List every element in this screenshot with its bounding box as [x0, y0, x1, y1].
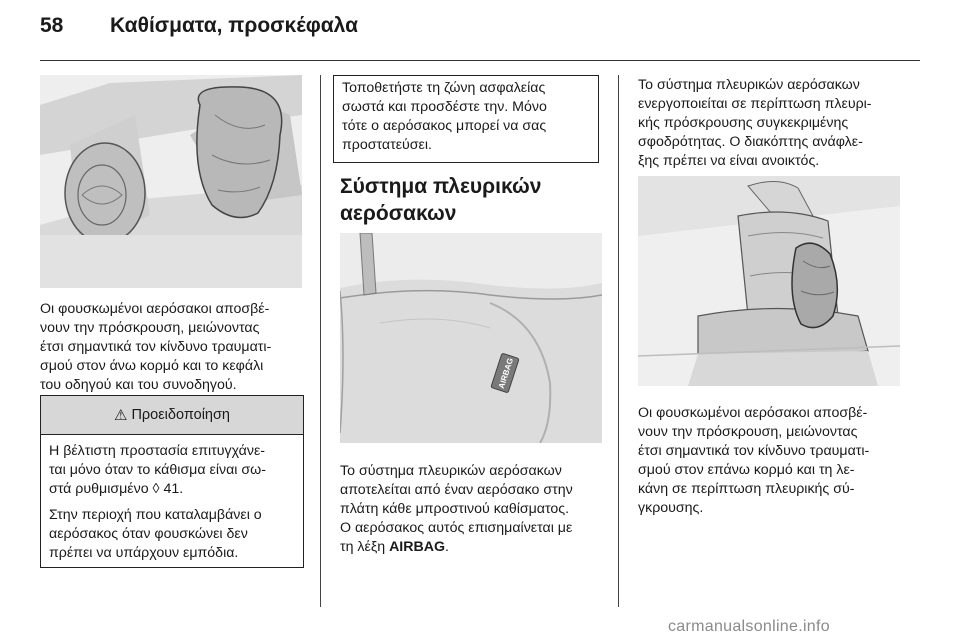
warning-box [40, 395, 304, 568]
warning-triangle-icon: ⚠ [113, 407, 128, 424]
warning-title: Προειδοποίηση [131, 407, 230, 423]
warning-paragraph-1: Η βέλτιστη προστασία επιτυγχάνε‐ ται μόνο όταν το κάθισμα είναι σω‐ στά ρυθμισμένο ◊ 41. [49, 443, 266, 497]
col3-text-bottom: Οι φουσκωμένοι αερόσακοι αποσβέ‐ νουν την πρόσκρουση, μειώνοντας έτσι σημαντικά τον κίνδυνο τραυματι‐ σμού στον επάνω κορμό και τη λε‐ κάνη σε περίπτωση πλευρικής σύ‐ γκρουσης. [638, 405, 870, 516]
warning-paragraph-2: Στην περιοχή που καταλαμβάνει ο αερόσακος όταν φουσκώνει δεν πρέπει να υπάρχουν εμπόδια. [49, 507, 262, 561]
airbag-word: AIRBAG [389, 539, 446, 555]
col1-text: Οι φουσκωμένοι αερόσακοι αποσβέ‐ νουν την πρόσκρουση, μειώνοντας έτσι σημαντικά τον κίνδυνο τραυματι‐ σμού στον άνω κορμό και το κεφάλι του οδηγού και του συνοδηγού. [40, 301, 272, 393]
warning-header [41, 395, 303, 435]
column-divider-1 [320, 75, 321, 607]
header-rule [40, 60, 920, 61]
front-airbags-figure [40, 75, 302, 288]
seat-airbag-label-figure [340, 233, 602, 443]
side-airbag-figure [638, 176, 900, 386]
page-number: 58 [40, 14, 64, 37]
airbag-label-text: AIRBAG [496, 356, 516, 390]
side-airbag-illustration [638, 176, 900, 386]
col3-text-top: Το σύστημα πλευρικών αερόσακων ενεργοποιείται σε περίπτωση πλευρι‐ κής πρόσκρουσης συγκεκριμένης σφοδρότητας. Ο διακόπτης ανάφλε‐ ξης πρέπει να είναι ανοικτός. [638, 77, 872, 169]
page-reference-icon: ◊ [152, 481, 160, 497]
section-heading: Σύστημα πλευρικών αερόσακων [340, 175, 542, 225]
watermark: carmanualsonline.info [668, 618, 830, 635]
seatbelt-notice-box: Τοποθετήστε τη ζώνη ασφαλείας σωστά και προσδέστε την. Μόνο τότε ο αερόσακος μπορεί να σας προστατεύσει. [333, 75, 599, 163]
front-airbags-illustration [40, 75, 302, 288]
seat-airbag-label-illustration [340, 233, 602, 443]
column-divider-2 [618, 75, 619, 607]
page-title: Καθίσματα, προσκέφαλα [110, 14, 358, 37]
col2-text: Το σύστημα πλευρικών αερόσακων αποτελείται από έναν αερόσακο στην πλάτη κάθε μπροστινού καθίσματος. Ο αερόσακος αυτός επισημαίνεται με τη λέξη AIRBAG. [340, 463, 573, 555]
page-reference-link[interactable]: 41. [163, 481, 184, 497]
warning-body [41, 435, 303, 563]
